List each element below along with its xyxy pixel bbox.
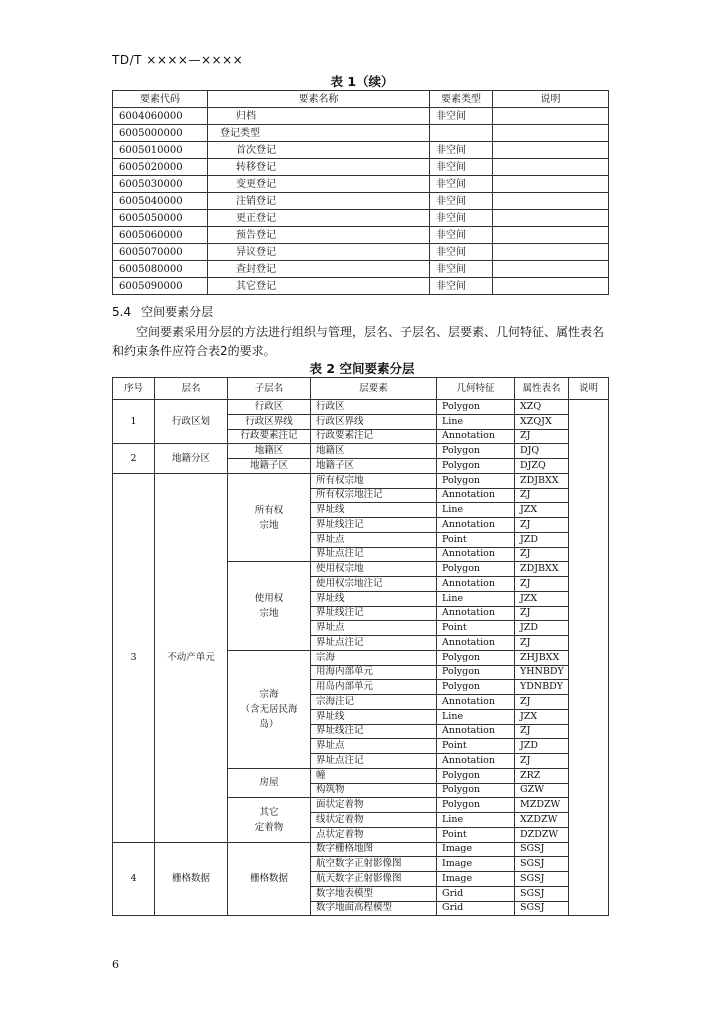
sublayer-name-cell	[228, 473, 311, 562]
geometry-cell: Polygon	[437, 562, 515, 577]
sublayer-name-cell	[228, 459, 311, 474]
element-type-cell: 非空间	[430, 210, 493, 227]
geometry-cell: Annotation	[437, 577, 515, 592]
table2-header-cell: 属性表名	[515, 378, 569, 400]
table1-header-row	[113, 91, 609, 108]
layer-feature-cell: 使用权宗地注记	[311, 577, 437, 592]
attribute-table-cell: ZJ	[515, 429, 569, 444]
attribute-table-cell: ZJ	[515, 724, 569, 739]
element-name-cell: 预告登记	[208, 227, 430, 244]
geometry-cell: Image	[437, 857, 515, 872]
geometry-cell: Grid	[437, 901, 515, 916]
attribute-table-cell: ZDJBXX	[515, 562, 569, 577]
geometry-cell: Line	[437, 414, 515, 429]
element-type-cell: 非空间	[430, 278, 493, 295]
attribute-table-cell: SGSJ	[515, 842, 569, 857]
layer-feature-cell: 界址点注记	[311, 547, 437, 562]
attribute-table-cell: SGSJ	[515, 857, 569, 872]
page-number: 6	[112, 958, 119, 971]
table1-header-cell: 说明	[493, 91, 609, 108]
layer-feature-cell: 航空数字正射影像图	[311, 857, 437, 872]
layer-feature-cell: 航天数字正射影像图	[311, 872, 437, 887]
sublayer-name-line: 地籍区	[254, 445, 284, 457]
attribute-table-cell: ZJ	[515, 488, 569, 503]
attribute-table-cell: DJZQ	[515, 459, 569, 474]
sublayer-name-line: 宗地	[259, 519, 279, 531]
table-row	[113, 261, 609, 278]
table-row	[113, 159, 609, 176]
layer-feature-cell: 界址线注记	[311, 518, 437, 533]
attribute-table-cell: ZDJBXX	[515, 473, 569, 488]
geometry-cell: Image	[437, 872, 515, 887]
sublayer-name-cell	[228, 650, 311, 768]
note-cell	[569, 400, 609, 916]
sublayer-name-line: 房屋	[259, 777, 279, 788]
attribute-table-cell: JZX	[515, 503, 569, 518]
table-row	[113, 210, 609, 227]
table-row	[113, 193, 609, 210]
layer-feature-cell: 界址点	[311, 621, 437, 636]
attribute-table-cell: ZJ	[515, 606, 569, 621]
geometry-cell: Image	[437, 842, 515, 857]
layer-feature-cell: 界址点注记	[311, 636, 437, 651]
layer-feature-cell: 宗海	[311, 650, 437, 665]
table1-header-cell: 要素类型	[430, 91, 493, 108]
element-code-cell: 6005010000	[113, 142, 208, 159]
geometry-cell: Annotation	[437, 518, 515, 533]
attribute-table-cell: SGSJ	[515, 886, 569, 901]
element-code-cell: 6005020000	[113, 159, 208, 176]
table1-header-cell: 要素代码	[113, 91, 208, 108]
element-note-cell	[493, 176, 609, 193]
layer-feature-cell: 用岛内部单元	[311, 680, 437, 695]
layer-feature-cell: 构筑物	[311, 783, 437, 798]
geometry-cell: Grid	[437, 886, 515, 901]
table2-header-cell: 序号	[113, 378, 155, 400]
sublayer-name-cell	[228, 768, 311, 798]
geometry-cell: Annotation	[437, 488, 515, 503]
element-name-cell: 查封登记	[208, 261, 430, 278]
table2-header-cell: 子层名	[228, 378, 311, 400]
element-code-cell: 6005080000	[113, 261, 208, 278]
layer-feature-cell: 地籍子区	[311, 459, 437, 474]
attribute-table-cell: ZJ	[515, 636, 569, 651]
section-title: 空间要素分层	[141, 305, 214, 319]
attribute-table-cell: SGSJ	[515, 901, 569, 916]
element-type-cell: 非空间	[430, 227, 493, 244]
attribute-table-cell: DJQ	[515, 444, 569, 459]
attribute-table-cell: JZD	[515, 532, 569, 547]
sublayer-name-cell	[228, 400, 311, 415]
table-row	[113, 444, 609, 459]
geometry-cell: Polygon	[437, 444, 515, 459]
seq-cell: 2	[113, 444, 155, 474]
layer-feature-cell: 界址线	[311, 503, 437, 518]
sublayer-name-line: 宗海	[259, 688, 279, 700]
element-type-cell: 非空间	[430, 176, 493, 193]
element-note-cell	[493, 142, 609, 159]
element-type-cell: 非空间	[430, 244, 493, 261]
attribute-table-cell: DZDZW	[515, 827, 569, 842]
table-row	[113, 473, 609, 488]
layer-feature-cell: 界址点	[311, 739, 437, 754]
sublayer-name-line: 宗地	[259, 608, 279, 619]
element-name-cell: 注销登记	[208, 193, 430, 210]
attribute-table-cell: YDNBDY	[515, 680, 569, 695]
geometry-cell: Polygon	[437, 473, 515, 488]
seq-cell: 4	[113, 842, 155, 916]
layer-name-cell: 不动产单元	[155, 473, 228, 842]
element-code-cell: 6004060000	[113, 108, 208, 125]
table2-caption: 表 2 空间要素分层	[309, 361, 415, 376]
layer-feature-cell: 界址线注记	[311, 724, 437, 739]
layer-name-cell: 行政区划	[155, 400, 228, 444]
geometry-cell: Polygon	[437, 783, 515, 798]
element-code-cell: 6005000000	[113, 125, 208, 142]
layer-feature-cell: 数字地面高程模型	[311, 901, 437, 916]
geometry-cell: Polygon	[437, 665, 515, 680]
geometry-cell: Annotation	[437, 429, 515, 444]
element-note-cell	[493, 210, 609, 227]
layer-feature-cell: 面状定着物	[311, 798, 437, 813]
geometry-cell: Point	[437, 827, 515, 842]
element-type-cell: 非空间	[430, 193, 493, 210]
section-paragraph: 空间要素采用分层的方法进行组织与管理，层名、子层名、层要素、几何特征、属性表名和约束条件应符合表2的要求。	[112, 325, 605, 358]
table1-header-cell: 要素名称	[208, 91, 430, 108]
attribute-table-cell: YHNBDY	[515, 665, 569, 680]
sublayer-name-cell	[228, 444, 311, 459]
sublayer-name-line: （含无居民海	[240, 703, 298, 715]
element-name-cell: 异议登记	[208, 244, 430, 261]
section-heading	[112, 303, 223, 320]
layer-feature-cell: 点状定着物	[311, 827, 437, 842]
geometry-cell: Polygon	[437, 768, 515, 783]
spatial-layer-table	[112, 377, 609, 916]
table-row	[113, 842, 609, 857]
table2-header-cell: 几何特征	[437, 378, 515, 400]
layer-name-cell: 栅格数据	[155, 842, 228, 916]
attribute-table-cell: JZD	[515, 621, 569, 636]
geometry-cell: Annotation	[437, 636, 515, 651]
element-code-cell: 6005040000	[113, 193, 208, 210]
element-name-cell: 更正登记	[208, 210, 430, 227]
element-name-cell: 归档	[208, 108, 430, 125]
geometry-cell: Polygon	[437, 798, 515, 813]
element-code-cell: 6005070000	[113, 244, 208, 261]
layer-feature-cell: 界址线	[311, 591, 437, 606]
geometry-cell: Annotation	[437, 606, 515, 621]
geometry-cell: Line	[437, 709, 515, 724]
element-note-cell	[493, 159, 609, 176]
geometry-cell: Annotation	[437, 547, 515, 562]
attribute-table-cell: ZJ	[515, 695, 569, 710]
geometry-cell: Annotation	[437, 754, 515, 769]
element-note-cell	[493, 278, 609, 295]
layer-feature-cell: 界址线注记	[311, 606, 437, 621]
layer-feature-cell: 数字栅格地图	[311, 842, 437, 857]
attribute-table-cell: MZDZW	[515, 798, 569, 813]
attribute-table-cell: ZJ	[515, 754, 569, 769]
geometry-cell: Annotation	[437, 695, 515, 710]
element-note-cell	[493, 261, 609, 278]
geometry-cell: Line	[437, 503, 515, 518]
element-note-cell	[493, 227, 609, 244]
table2-header-cell: 层名	[155, 378, 228, 400]
sublayer-name-line: 定着物	[254, 821, 284, 833]
attribute-table-cell: ZJ	[515, 518, 569, 533]
attribute-table-cell: XZQJX	[515, 414, 569, 429]
element-code-table	[112, 90, 609, 295]
sublayer-name-line: 所有权	[254, 504, 284, 516]
table2-header-cell: 层要素	[311, 378, 437, 400]
element-type-cell: 非空间	[430, 108, 493, 125]
layer-feature-cell: 界址点注记	[311, 754, 437, 769]
element-name-cell: 其它登记	[208, 278, 430, 295]
layer-feature-cell: 地籍区	[311, 444, 437, 459]
attribute-table-cell: ZHJBXX	[515, 650, 569, 665]
geometry-cell: Annotation	[437, 724, 515, 739]
sublayer-name-line: 行政区	[254, 400, 284, 412]
sublayer-name-line: 栅格数据	[249, 872, 288, 884]
geometry-cell: Point	[437, 621, 515, 636]
element-code-cell: 6005050000	[113, 210, 208, 227]
element-note-cell	[493, 108, 609, 125]
seq-cell: 3	[113, 473, 155, 842]
table-row	[113, 278, 609, 295]
layer-feature-cell: 用海内部单元	[311, 665, 437, 680]
geometry-cell: Polygon	[437, 650, 515, 665]
layer-feature-cell: 数字地表模型	[311, 886, 437, 901]
table2-header-cell: 说明	[569, 378, 609, 400]
layer-feature-cell: 界址点	[311, 532, 437, 547]
sublayer-name-line: 岛）	[259, 718, 279, 730]
sublayer-name-cell	[228, 414, 311, 429]
layer-feature-cell: 所有权宗地注记	[311, 488, 437, 503]
geometry-cell: Point	[437, 532, 515, 547]
table2-header-row	[113, 378, 609, 400]
element-type-cell: 非空间	[430, 142, 493, 159]
geometry-cell: Line	[437, 591, 515, 606]
table-row	[113, 125, 609, 142]
geometry-cell: Line	[437, 813, 515, 828]
table-row	[113, 142, 609, 159]
table-row	[113, 244, 609, 261]
table-row	[113, 400, 609, 415]
element-name-cell: 登记类型	[208, 125, 430, 142]
document-header: TD/T ××××—××××	[112, 53, 244, 67]
layer-feature-cell: 宗海注记	[311, 695, 437, 710]
layer-name-cell: 地籍分区	[155, 444, 228, 474]
layer-feature-cell: 行政区	[311, 400, 437, 415]
sublayer-name-line: 地籍子区	[249, 459, 288, 471]
table1-caption: 表 1（续）	[330, 74, 394, 89]
geometry-cell: Polygon	[437, 400, 515, 415]
layer-feature-cell: 行政区界线	[311, 414, 437, 429]
element-type-cell	[430, 125, 493, 142]
element-note-cell	[493, 244, 609, 261]
table-row	[113, 176, 609, 193]
attribute-table-cell: ZJ	[515, 577, 569, 592]
element-name-cell: 转移登记	[208, 159, 430, 176]
layer-feature-cell: 使用权宗地	[311, 562, 437, 577]
layer-feature-cell: 线状定着物	[311, 813, 437, 828]
element-code-cell: 6005060000	[113, 227, 208, 244]
attribute-table-cell: JZX	[515, 591, 569, 606]
attribute-table-cell: GZW	[515, 783, 569, 798]
element-code-cell: 6005090000	[113, 278, 208, 295]
element-note-cell	[493, 125, 609, 142]
layer-feature-cell: 幢	[311, 768, 437, 783]
attribute-table-cell: ZJ	[515, 547, 569, 562]
attribute-table-cell: SGSJ	[515, 872, 569, 887]
element-code-cell: 6005030000	[113, 176, 208, 193]
attribute-table-cell: XZDZW	[515, 813, 569, 828]
geometry-cell: Point	[437, 739, 515, 754]
geometry-cell: Polygon	[437, 680, 515, 695]
sublayer-name-line: 行政区界线	[245, 415, 293, 427]
sublayer-name-cell	[228, 842, 311, 916]
element-name-cell: 首次登记	[208, 142, 430, 159]
seq-cell: 1	[113, 400, 155, 444]
sublayer-name-line: 使用权	[254, 593, 284, 604]
sublayer-name-line: 其它	[259, 806, 279, 818]
layer-feature-cell: 行政要素注记	[311, 429, 437, 444]
element-type-cell: 非空间	[430, 261, 493, 278]
layer-feature-cell: 所有权宗地	[311, 473, 437, 488]
sublayer-name-cell	[228, 798, 311, 842]
attribute-table-cell: XZQ	[515, 400, 569, 415]
attribute-table-cell: JZX	[515, 709, 569, 724]
geometry-cell: Polygon	[437, 459, 515, 474]
table-row	[113, 227, 609, 244]
sublayer-name-line: 行政要素注记	[240, 430, 298, 442]
section-number: 5.4	[112, 305, 132, 319]
sublayer-name-cell	[228, 562, 311, 651]
sublayer-name-cell	[228, 429, 311, 444]
table-row	[113, 108, 609, 125]
element-type-cell: 非空间	[430, 159, 493, 176]
element-name-cell: 变更登记	[208, 176, 430, 193]
element-note-cell	[493, 193, 609, 210]
layer-feature-cell: 界址线	[311, 709, 437, 724]
attribute-table-cell: ZRZ	[515, 768, 569, 783]
attribute-table-cell: JZD	[515, 739, 569, 754]
